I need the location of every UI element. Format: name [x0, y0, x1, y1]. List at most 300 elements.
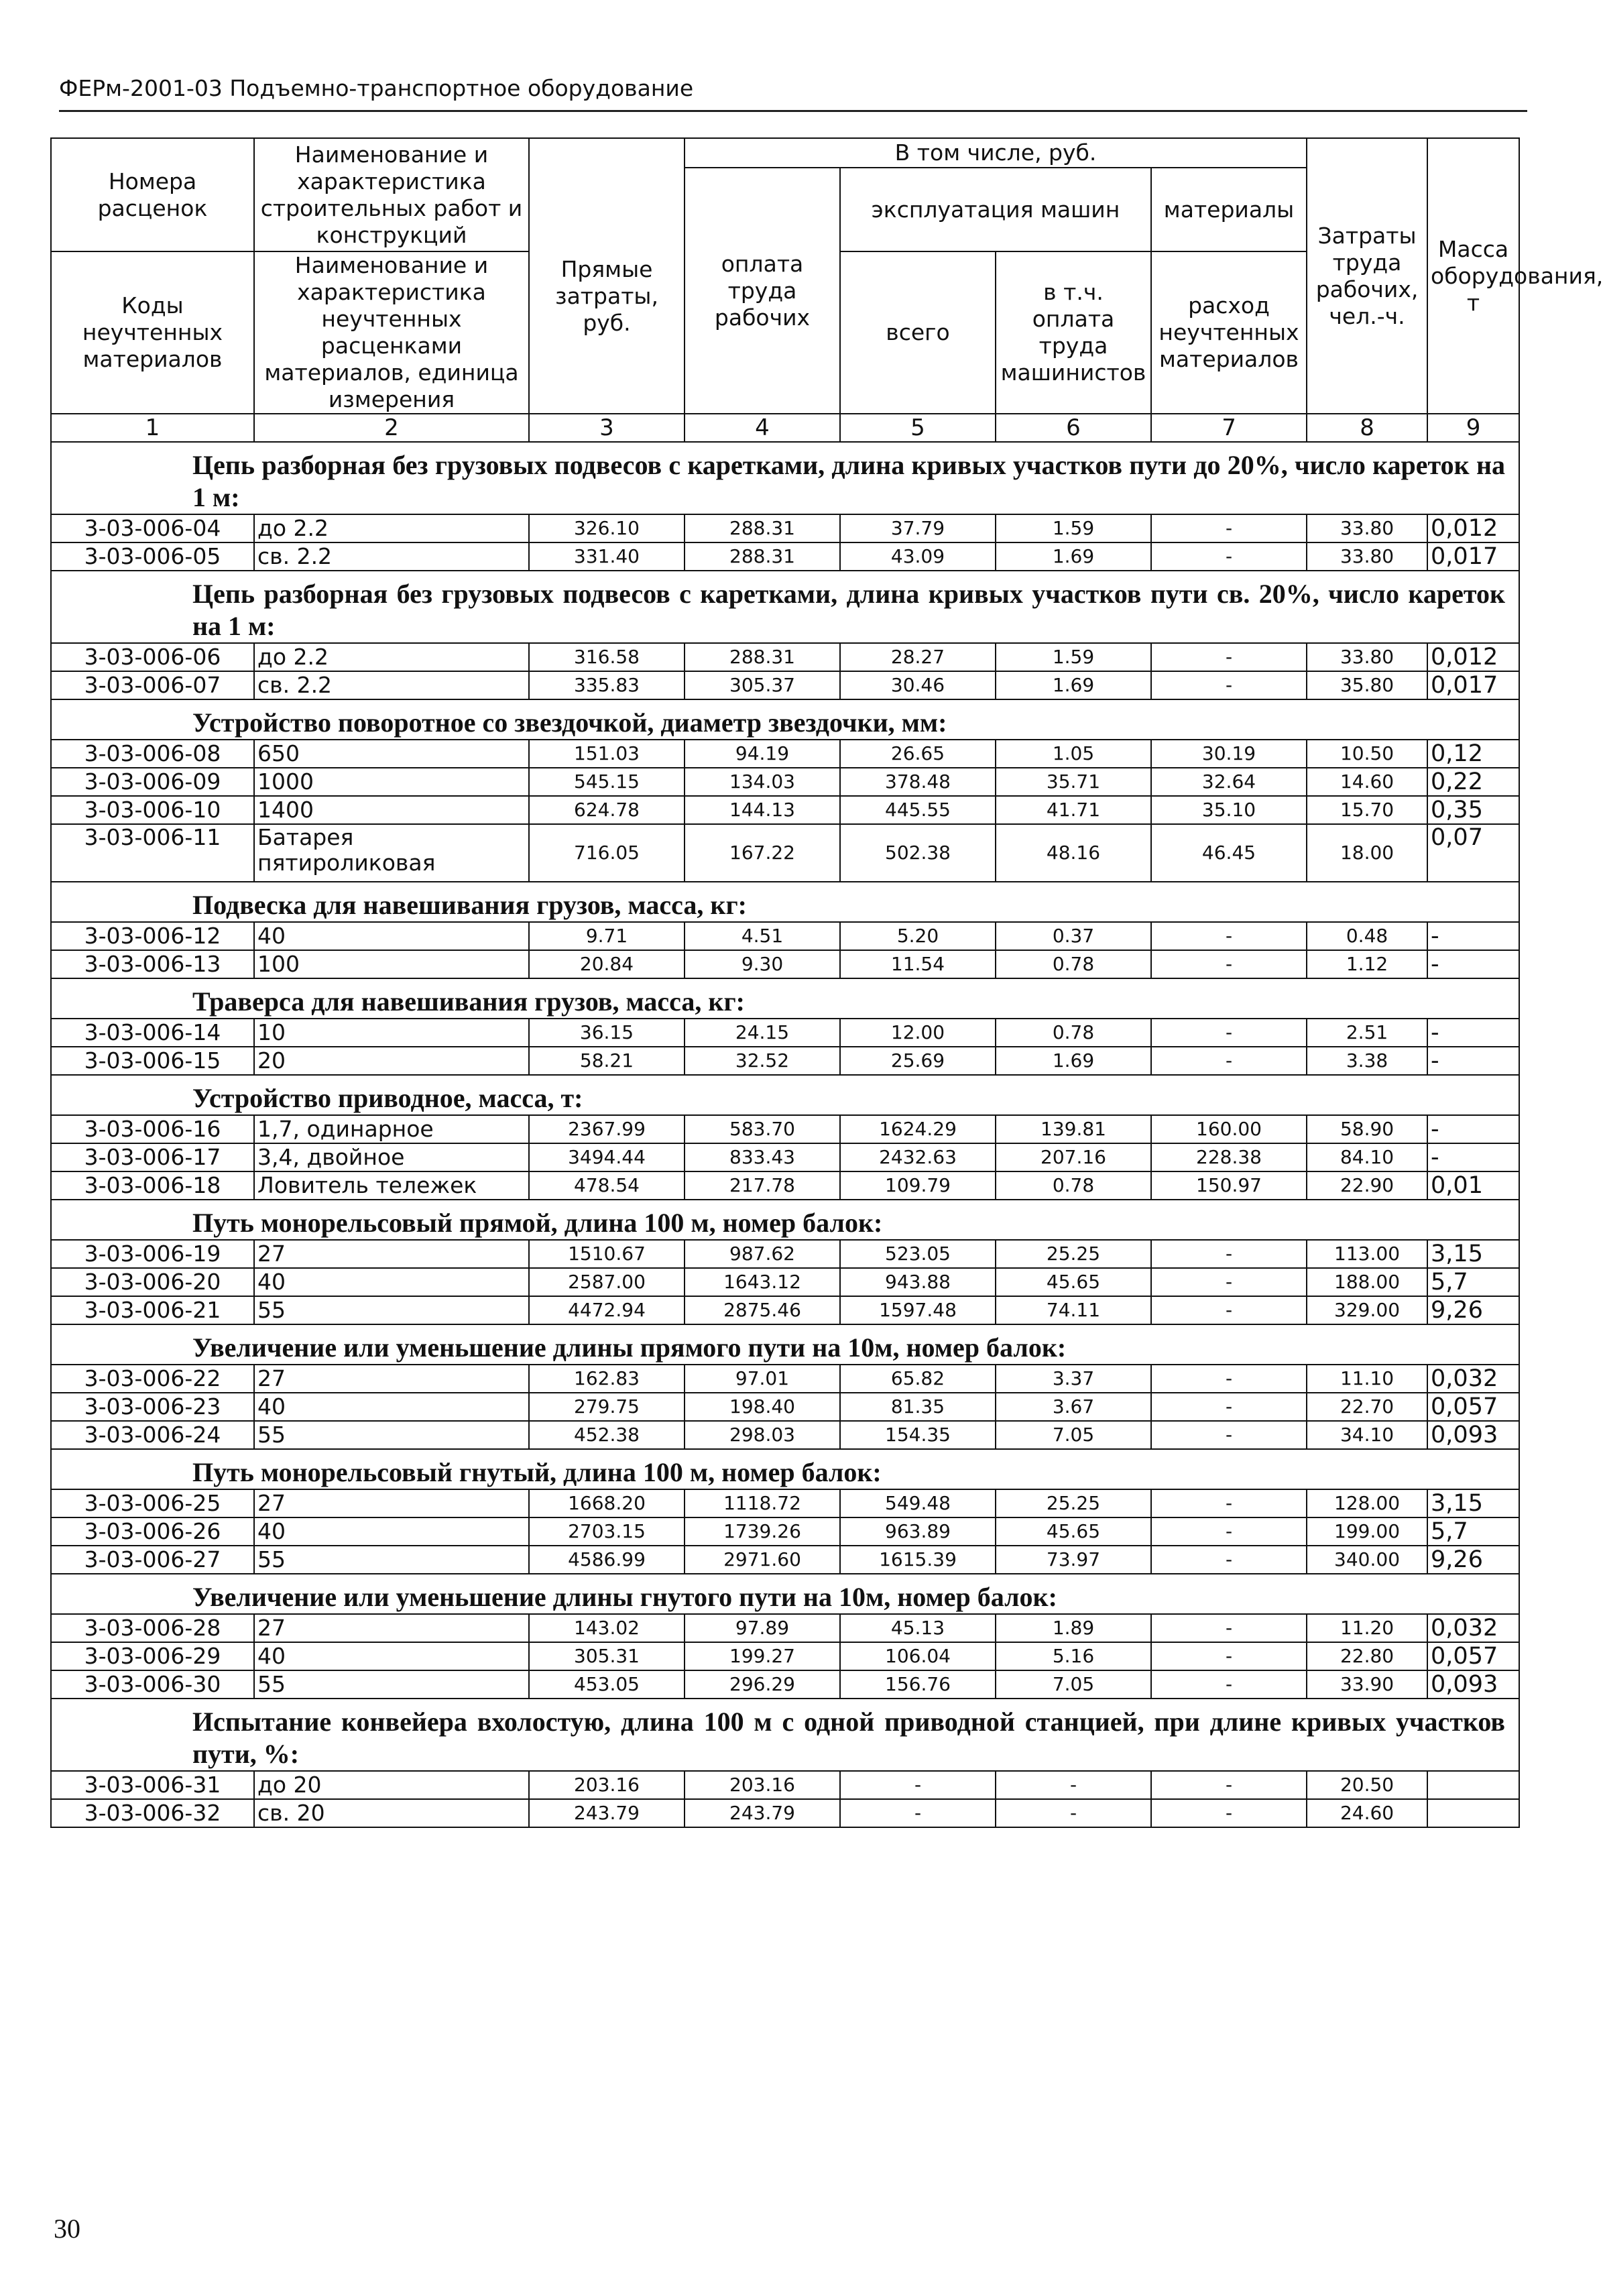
header-name: Наименование и характеристика строительных работ и конструкций: [254, 138, 529, 251]
section-title: Путь монорельсовый прямой, длина 100 м, номер балок:: [51, 1200, 1519, 1240]
equipment-mass: [1427, 1799, 1519, 1827]
table-row: [51, 1019, 1519, 1047]
section-title: Увеличение или уменьшение длины прямого пути на 10м, номер балок:: [51, 1324, 1519, 1365]
labor-pay: 198.40: [685, 1393, 840, 1421]
materials-missing: -: [1151, 1421, 1307, 1449]
rate-code: 3-03-006-06: [51, 643, 254, 671]
machines-operator-pay: 3.67: [996, 1393, 1151, 1421]
materials-missing: 32.64: [1151, 768, 1307, 796]
labor-hours: 0.48: [1307, 922, 1427, 950]
materials-missing: -: [1151, 542, 1307, 571]
work-name: 100: [254, 950, 529, 978]
direct-costs: 9.71: [529, 922, 685, 950]
section-title: Траверса для навешивания грузов, масса, кг:: [51, 978, 1519, 1019]
labor-hours: 2.51: [1307, 1019, 1427, 1047]
equipment-mass: 0,032: [1427, 1614, 1519, 1642]
machines-total: 65.82: [840, 1365, 996, 1393]
machines-total: 12.00: [840, 1019, 996, 1047]
table-row: [51, 1393, 1519, 1421]
labor-hours: 33.80: [1307, 542, 1427, 571]
rate-code: 3-03-006-16: [51, 1115, 254, 1143]
machines-operator-pay: 1.69: [996, 1047, 1151, 1075]
table-row: [51, 1365, 1519, 1393]
table-row: [51, 824, 1519, 882]
direct-costs: 58.21: [529, 1047, 685, 1075]
machines-total: -: [840, 1799, 996, 1827]
labor-hours: 58.90: [1307, 1115, 1427, 1143]
rates-table: [50, 137, 1603, 1828]
rate-code: 3-03-006-23: [51, 1393, 254, 1421]
work-name: 40: [254, 1393, 529, 1421]
labor-hours: 10.50: [1307, 740, 1427, 768]
equipment-mass: 0,057: [1427, 1642, 1519, 1670]
materials-missing: 35.10: [1151, 796, 1307, 824]
labor-pay: 217.78: [685, 1171, 840, 1200]
direct-costs: 326.10: [529, 514, 685, 542]
work-name: до 20: [254, 1771, 529, 1799]
direct-costs: 4472.94: [529, 1296, 685, 1324]
equipment-mass: 5,7: [1427, 1268, 1519, 1296]
machines-operator-pay: 25.25: [996, 1240, 1151, 1268]
machines-total: 28.27: [840, 643, 996, 671]
table-row: [51, 1489, 1519, 1517]
column-number: 7: [1151, 414, 1307, 442]
materials-missing: -: [1151, 1019, 1307, 1047]
rate-code: 3-03-006-12: [51, 922, 254, 950]
machines-total: 106.04: [840, 1642, 996, 1670]
machines-operator-pay: 7.05: [996, 1670, 1151, 1699]
table-row: [51, 1799, 1519, 1827]
labor-hours: 22.70: [1307, 1393, 1427, 1421]
table-row: [51, 542, 1519, 571]
labor-pay: 288.31: [685, 514, 840, 542]
labor-hours: 188.00: [1307, 1268, 1427, 1296]
direct-costs: 331.40: [529, 542, 685, 571]
rate-code: 3-03-006-26: [51, 1517, 254, 1546]
labor-pay: 288.31: [685, 542, 840, 571]
table-row: [51, 1642, 1519, 1670]
table-row: [51, 922, 1519, 950]
direct-costs: 20.84: [529, 950, 685, 978]
machines-operator-pay: 207.16: [996, 1143, 1151, 1171]
rate-code: 3-03-006-11: [51, 824, 254, 882]
equipment-mass: 5,7: [1427, 1517, 1519, 1546]
header-labor: Затраты труда рабочих, чел.-ч.: [1307, 138, 1427, 414]
section-row: [51, 1699, 1519, 1771]
materials-missing: -: [1151, 1614, 1307, 1642]
direct-costs: 452.38: [529, 1421, 685, 1449]
labor-pay: 305.37: [685, 671, 840, 699]
table-row: [51, 1143, 1519, 1171]
direct-costs: 316.58: [529, 643, 685, 671]
column-number: 4: [685, 414, 840, 442]
machines-operator-pay: 1.69: [996, 671, 1151, 699]
labor-pay: 298.03: [685, 1421, 840, 1449]
work-name: 3,4, двойное: [254, 1143, 529, 1171]
machines-operator-pay: 1.69: [996, 542, 1151, 571]
direct-costs: 545.15: [529, 768, 685, 796]
equipment-mass: -: [1427, 922, 1519, 950]
labor-pay: 243.79: [685, 1799, 840, 1827]
materials-missing: -: [1151, 1670, 1307, 1699]
header-materials: материалы: [1151, 168, 1307, 251]
machines-operator-pay: 41.71: [996, 796, 1151, 824]
direct-costs: 2703.15: [529, 1517, 685, 1546]
section-row: [51, 978, 1519, 1019]
section-row: [51, 571, 1519, 643]
column-number: 3: [529, 414, 685, 442]
labor-hours: 15.70: [1307, 796, 1427, 824]
rate-code: 3-03-006-14: [51, 1019, 254, 1047]
materials-missing: -: [1151, 1546, 1307, 1574]
labor-pay: 4.51: [685, 922, 840, 950]
section-row: [51, 882, 1519, 922]
rate-code: 3-03-006-21: [51, 1296, 254, 1324]
direct-costs: 624.78: [529, 796, 685, 824]
work-name: 40: [254, 1517, 529, 1546]
machines-operator-pay: 139.81: [996, 1115, 1151, 1143]
header-machines: эксплуатация машин: [840, 168, 1151, 251]
direct-costs: 3494.44: [529, 1143, 685, 1171]
labor-pay: 199.27: [685, 1642, 840, 1670]
work-name: св. 2.2: [254, 671, 529, 699]
rate-code: 3-03-006-18: [51, 1171, 254, 1200]
rate-code: 3-03-006-10: [51, 796, 254, 824]
machines-total: 26.65: [840, 740, 996, 768]
equipment-mass: 0,012: [1427, 643, 1519, 671]
equipment-mass: -: [1427, 1143, 1519, 1171]
rate-code: 3-03-006-07: [51, 671, 254, 699]
machines-operator-pay: 1.89: [996, 1614, 1151, 1642]
direct-costs: 2587.00: [529, 1268, 685, 1296]
work-name: св. 20: [254, 1799, 529, 1827]
machines-operator-pay: 73.97: [996, 1546, 1151, 1574]
section-row: [51, 699, 1519, 740]
section-title: Устройство поворотное со звездочкой, диаметр звездочки, мм:: [51, 699, 1519, 740]
machines-operator-pay: 0.78: [996, 950, 1151, 978]
work-name: 650: [254, 740, 529, 768]
materials-missing: -: [1151, 922, 1307, 950]
table-row: [51, 740, 1519, 768]
rate-code: 3-03-006-04: [51, 514, 254, 542]
labor-hours: 14.60: [1307, 768, 1427, 796]
labor-hours: 84.10: [1307, 1143, 1427, 1171]
labor-hours: 329.00: [1307, 1296, 1427, 1324]
section-title: Подвеска для навешивания грузов, масса, кг:: [51, 882, 1519, 922]
table-row: [51, 1171, 1519, 1200]
direct-costs: 151.03: [529, 740, 685, 768]
section-title: Цепь разборная без грузовых подвесов с каретками, длина кривых участков пути до 20%, число кареток на 1 м:: [51, 442, 1519, 514]
table-row: [51, 1546, 1519, 1574]
work-name: 55: [254, 1296, 529, 1324]
labor-hours: 33.80: [1307, 643, 1427, 671]
table-row: [51, 1047, 1519, 1075]
page-header-title: ФЕРм-2001-03 Подъемно-транспортное оборудование: [59, 75, 694, 101]
materials-missing: 160.00: [1151, 1115, 1307, 1143]
direct-costs: 305.31: [529, 1642, 685, 1670]
equipment-mass: 0,07: [1427, 824, 1519, 882]
machines-total: 549.48: [840, 1489, 996, 1517]
header-materials-missing: расход неучтенных материалов: [1151, 251, 1307, 414]
equipment-mass: [1427, 1771, 1519, 1799]
column-number: 1: [51, 414, 254, 442]
section-title: Испытание конвейера вхолостую, длина 100 м с одной приводной станцией, при длине кривых участков пути, %:: [51, 1699, 1519, 1771]
work-name: 20: [254, 1047, 529, 1075]
header-labor-pay: оплата труда рабочих: [685, 168, 840, 414]
section-title: Путь монорельсовый гнутый, длина 100 м, номер балок:: [51, 1449, 1519, 1489]
rate-code: 3-03-006-31: [51, 1771, 254, 1799]
labor-hours: 22.80: [1307, 1642, 1427, 1670]
equipment-mass: 0,012: [1427, 514, 1519, 542]
labor-hours: 22.90: [1307, 1171, 1427, 1200]
work-name: 55: [254, 1546, 529, 1574]
labor-pay: 987.62: [685, 1240, 840, 1268]
table-row: [51, 796, 1519, 824]
column-number: 2: [254, 414, 529, 442]
rate-code: 3-03-006-24: [51, 1421, 254, 1449]
rate-code: 3-03-006-13: [51, 950, 254, 978]
machines-operator-pay: -: [996, 1799, 1151, 1827]
labor-pay: 288.31: [685, 643, 840, 671]
section-title: Увеличение или уменьшение длины гнутого пути на 10м, номер балок:: [51, 1574, 1519, 1614]
machines-total: 943.88: [840, 1268, 996, 1296]
table-row: [51, 950, 1519, 978]
machines-operator-pay: 74.11: [996, 1296, 1151, 1324]
table-row: [51, 671, 1519, 699]
materials-missing: -: [1151, 514, 1307, 542]
machines-total: 11.54: [840, 950, 996, 978]
machines-total: 25.69: [840, 1047, 996, 1075]
labor-hours: 11.20: [1307, 1614, 1427, 1642]
labor-hours: 113.00: [1307, 1240, 1427, 1268]
direct-costs: 2367.99: [529, 1115, 685, 1143]
section-title: Устройство приводное, масса, т:: [51, 1075, 1519, 1115]
section-row: [51, 1324, 1519, 1365]
rate-code: 3-03-006-32: [51, 1799, 254, 1827]
machines-total: 1615.39: [840, 1546, 996, 1574]
table-row: [51, 1268, 1519, 1296]
machines-operator-pay: 35.71: [996, 768, 1151, 796]
labor-pay: 296.29: [685, 1670, 840, 1699]
labor-pay: 583.70: [685, 1115, 840, 1143]
machines-total: 5.20: [840, 922, 996, 950]
labor-pay: 1118.72: [685, 1489, 840, 1517]
direct-costs: 716.05: [529, 824, 685, 882]
machines-operator-pay: 0.37: [996, 922, 1151, 950]
labor-hours: 3.38: [1307, 1047, 1427, 1075]
machines-operator-pay: -: [996, 1771, 1151, 1799]
labor-pay: 134.03: [685, 768, 840, 796]
work-name: св. 2.2: [254, 542, 529, 571]
rate-code: 3-03-006-09: [51, 768, 254, 796]
machines-total: 45.13: [840, 1614, 996, 1642]
table-row: [51, 1614, 1519, 1642]
labor-pay: 2875.46: [685, 1296, 840, 1324]
machines-total: 156.76: [840, 1670, 996, 1699]
materials-missing: 150.97: [1151, 1171, 1307, 1200]
direct-costs: 1510.67: [529, 1240, 685, 1268]
rate-code: 3-03-006-27: [51, 1546, 254, 1574]
machines-operator-pay: 1.59: [996, 643, 1151, 671]
labor-hours: 340.00: [1307, 1546, 1427, 1574]
machines-total: 109.79: [840, 1171, 996, 1200]
machines-total: 963.89: [840, 1517, 996, 1546]
work-name: 27: [254, 1489, 529, 1517]
machines-operator-pay: 25.25: [996, 1489, 1151, 1517]
machines-total: 502.38: [840, 824, 996, 882]
equipment-mass: 0,22: [1427, 768, 1519, 796]
column-number: 8: [1307, 414, 1427, 442]
rate-code: 3-03-006-29: [51, 1642, 254, 1670]
table-row: [51, 1517, 1519, 1546]
labor-hours: 33.80: [1307, 514, 1427, 542]
section-row: [51, 1075, 1519, 1115]
header-machines-pay: в т.ч. оплата труда машинистов: [996, 251, 1151, 414]
labor-hours: 1.12: [1307, 950, 1427, 978]
equipment-mass: 0,093: [1427, 1421, 1519, 1449]
equipment-mass: 0,017: [1427, 671, 1519, 699]
header-direct-costs: Прямые затраты, руб.: [529, 138, 685, 414]
materials-missing: -: [1151, 1799, 1307, 1827]
machines-total: 30.46: [840, 671, 996, 699]
rate-code: 3-03-006-17: [51, 1143, 254, 1171]
labor-pay: 833.43: [685, 1143, 840, 1171]
direct-costs: 1668.20: [529, 1489, 685, 1517]
work-name: 40: [254, 1268, 529, 1296]
machines-operator-pay: 5.16: [996, 1642, 1151, 1670]
direct-costs: 243.79: [529, 1799, 685, 1827]
table-row: [51, 1115, 1519, 1143]
machines-total: 2432.63: [840, 1143, 996, 1171]
header-machines-total: всего: [840, 251, 996, 414]
equipment-mass: -: [1427, 1115, 1519, 1143]
work-name: Ловитель тележек: [254, 1171, 529, 1200]
equipment-mass: 0,01: [1427, 1171, 1519, 1200]
machines-operator-pay: 0.78: [996, 1171, 1151, 1200]
rate-code: 3-03-006-05: [51, 542, 254, 571]
machines-total: 1597.48: [840, 1296, 996, 1324]
materials-missing: -: [1151, 1047, 1307, 1075]
rate-code: 3-03-006-08: [51, 740, 254, 768]
labor-pay: 2971.60: [685, 1546, 840, 1574]
equipment-mass: 0,093: [1427, 1670, 1519, 1699]
work-name: 10: [254, 1019, 529, 1047]
equipment-mass: 0,12: [1427, 740, 1519, 768]
work-name: до 2.2: [254, 643, 529, 671]
machines-operator-pay: 1.59: [996, 514, 1151, 542]
machines-total: 154.35: [840, 1421, 996, 1449]
materials-missing: -: [1151, 1365, 1307, 1393]
materials-missing: -: [1151, 1517, 1307, 1546]
machines-total: 378.48: [840, 768, 996, 796]
machines-operator-pay: 3.37: [996, 1365, 1151, 1393]
machines-total: 445.55: [840, 796, 996, 824]
table-row: [51, 1771, 1519, 1799]
rate-code: 3-03-006-28: [51, 1614, 254, 1642]
direct-costs: 478.54: [529, 1171, 685, 1200]
machines-total: 1624.29: [840, 1115, 996, 1143]
work-name: 27: [254, 1240, 529, 1268]
work-name: 27: [254, 1365, 529, 1393]
materials-missing: -: [1151, 1771, 1307, 1799]
labor-hours: 11.10: [1307, 1365, 1427, 1393]
direct-costs: 4586.99: [529, 1546, 685, 1574]
column-number: 9: [1427, 414, 1519, 442]
table-row: [51, 1296, 1519, 1324]
machines-operator-pay: 1.05: [996, 740, 1151, 768]
rate-code: 3-03-006-30: [51, 1670, 254, 1699]
header-codes: Номера расценок: [51, 138, 254, 251]
direct-costs: 335.83: [529, 671, 685, 699]
labor-pay: 97.89: [685, 1614, 840, 1642]
materials-missing: -: [1151, 1489, 1307, 1517]
labor-pay: 144.13: [685, 796, 840, 824]
machines-operator-pay: 7.05: [996, 1421, 1151, 1449]
materials-missing: 228.38: [1151, 1143, 1307, 1171]
table-body: [51, 442, 1519, 1827]
work-name: 40: [254, 1642, 529, 1670]
work-name: до 2.2: [254, 514, 529, 542]
labor-hours: 128.00: [1307, 1489, 1427, 1517]
equipment-mass: 0,032: [1427, 1365, 1519, 1393]
materials-missing: 30.19: [1151, 740, 1307, 768]
materials-missing: -: [1151, 1268, 1307, 1296]
machines-total: 43.09: [840, 542, 996, 571]
machines-total: -: [840, 1771, 996, 1799]
work-name: 55: [254, 1670, 529, 1699]
machines-operator-pay: 0.78: [996, 1019, 1151, 1047]
equipment-mass: -: [1427, 1019, 1519, 1047]
labor-hours: 34.10: [1307, 1421, 1427, 1449]
direct-costs: 453.05: [529, 1670, 685, 1699]
labor-hours: 35.80: [1307, 671, 1427, 699]
machines-operator-pay: 45.65: [996, 1517, 1151, 1546]
materials-missing: -: [1151, 950, 1307, 978]
work-name: 40: [254, 922, 529, 950]
equipment-mass: 3,15: [1427, 1240, 1519, 1268]
section-title: Цепь разборная без грузовых подвесов с каретками, длина кривых участков пути св. 20%, число кареток на 1 м:: [51, 571, 1519, 643]
direct-costs: 279.75: [529, 1393, 685, 1421]
header-mass: Масса оборудования, т: [1427, 138, 1519, 414]
table-row: [51, 1421, 1519, 1449]
rate-code: 3-03-006-20: [51, 1268, 254, 1296]
equipment-mass: 0,017: [1427, 542, 1519, 571]
rate-code: 3-03-006-15: [51, 1047, 254, 1075]
work-name: 1000: [254, 768, 529, 796]
table-row: [51, 643, 1519, 671]
labor-hours: 24.60: [1307, 1799, 1427, 1827]
header-missing-codes: Коды неучтенных материалов: [51, 251, 254, 414]
labor-pay: 32.52: [685, 1047, 840, 1075]
equipment-mass: 9,26: [1427, 1296, 1519, 1324]
labor-hours: 33.90: [1307, 1670, 1427, 1699]
table-header: [51, 138, 1603, 442]
materials-missing: -: [1151, 1393, 1307, 1421]
machines-total: 37.79: [840, 514, 996, 542]
table-row: [51, 514, 1519, 542]
labor-pay: 1643.12: [685, 1268, 840, 1296]
machines-total: 81.35: [840, 1393, 996, 1421]
rate-code: 3-03-006-22: [51, 1365, 254, 1393]
labor-pay: 203.16: [685, 1771, 840, 1799]
labor-pay: 1739.26: [685, 1517, 840, 1546]
labor-pay: 97.01: [685, 1365, 840, 1393]
work-name: 27: [254, 1614, 529, 1642]
labor-pay: 24.15: [685, 1019, 840, 1047]
machines-operator-pay: 45.65: [996, 1268, 1151, 1296]
labor-hours: 18.00: [1307, 824, 1427, 882]
rate-code: 3-03-006-19: [51, 1240, 254, 1268]
